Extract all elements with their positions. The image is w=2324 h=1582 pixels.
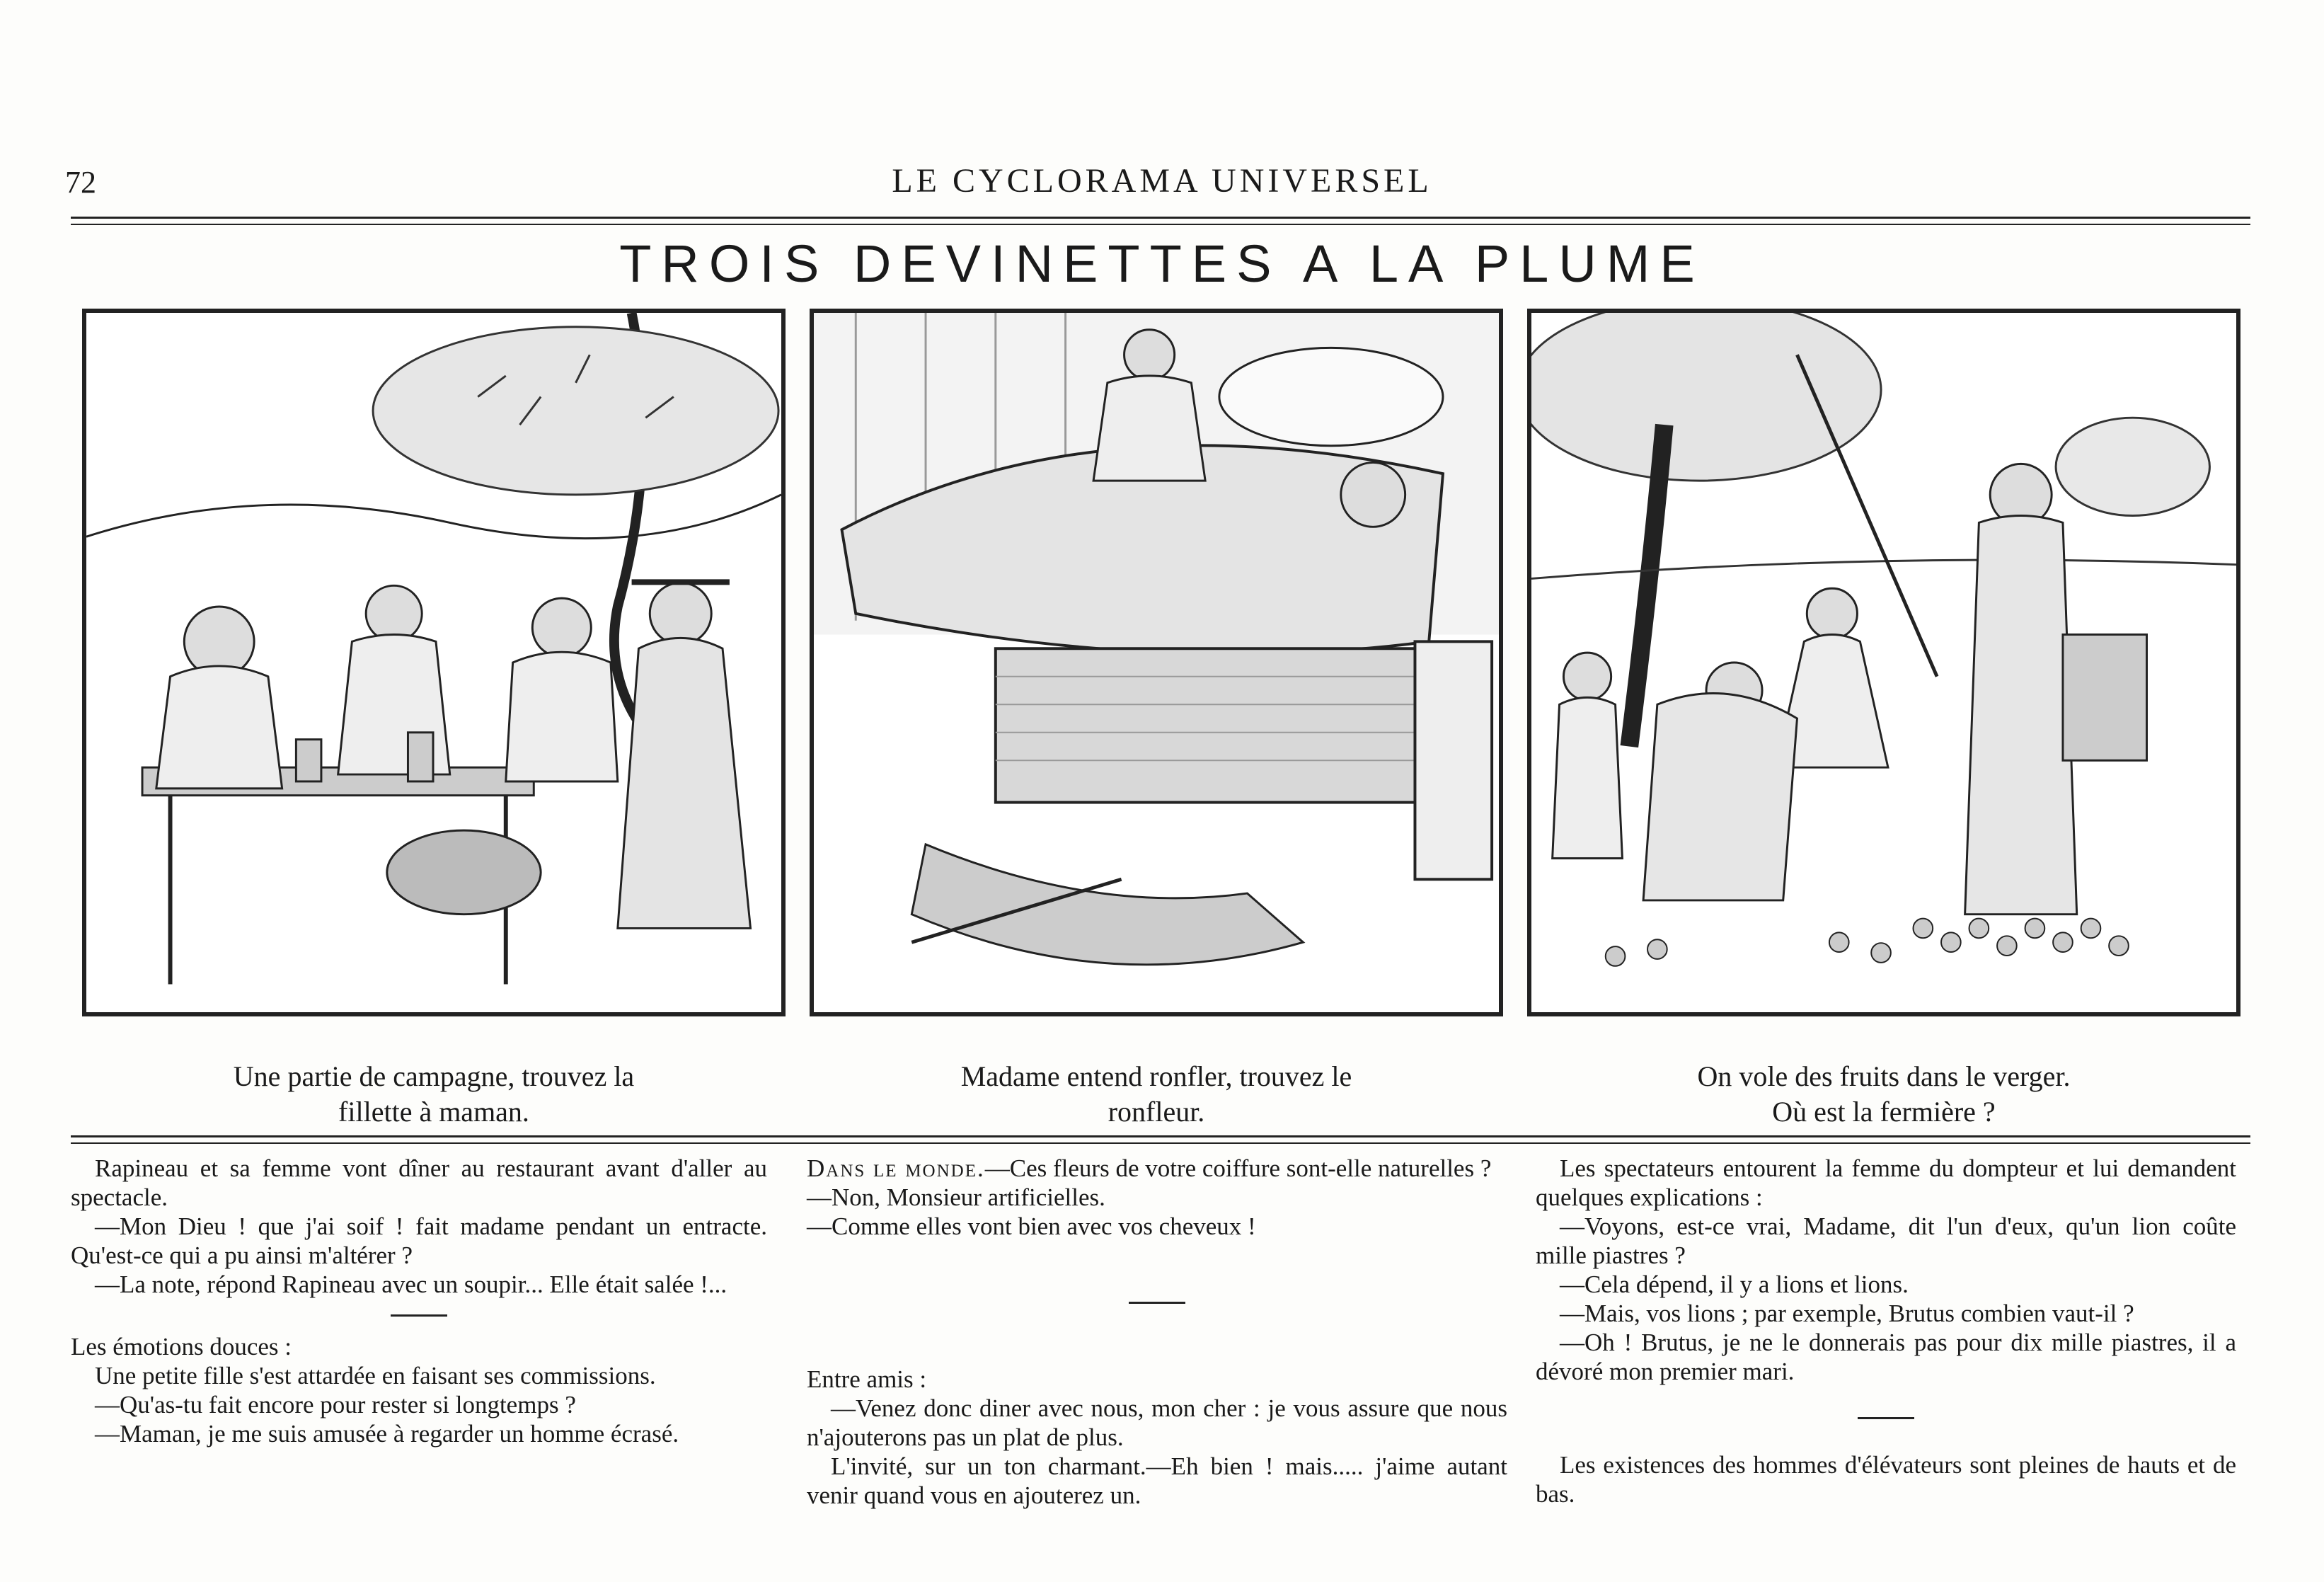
caption-picnic [82,1059,786,1130]
caption-bedroom-line2: ronfleur. [1108,1096,1205,1128]
joke-4-title: Entre amis : [807,1365,927,1393]
text-column-3 [1536,1154,2236,1508]
header-rule-thin [71,224,2250,225]
joke-2-paragraph-2: —Qu'as-tu fait encore pour rester si longtemps ? [95,1391,576,1418]
caption-bedroom [810,1059,1503,1130]
caption-picnic-line2: fillette à maman. [338,1096,529,1128]
joke-5-paragraph-1: Les spectateurs entourent la femme du dompteur et lui demandent quelques explications : [1536,1154,2236,1211]
joke-5-paragraph-2: —Voyons, est-ce vrai, Madame, dit l'un d'eux, qu'un lion coûte mille piastres ? [1536,1213,2236,1269]
caption-orchard [1527,1059,2240,1130]
joke-2-paragraph-1: Une petite fille s'est attardée en faisant ses commissions. [95,1362,656,1389]
running-title: LE CYCLORAMA UNIVERSEL [892,162,1432,200]
text-column-1 [71,1154,767,1448]
section-divider [1858,1417,1914,1419]
header-rule [71,217,2250,219]
body-rule [71,1135,2250,1137]
caption-orchard-line2: Où est la fermière ? [1772,1096,1996,1128]
caption-orchard-line1: On vole des fruits dans le verger. [1697,1060,2071,1092]
section-divider [1129,1302,1185,1304]
joke-3-paragraph-2: —Non, Monsieur artificielles. [807,1183,1105,1211]
joke-3-lead: Dans le monde. [807,1154,985,1182]
main-title: TROIS DEVINETTES A LA PLUME [619,234,1705,293]
joke-1-paragraph-1: Rapineau et sa femme vont dîner au restaurant avant d'aller au spectacle. [71,1154,767,1211]
joke-4-paragraph-2: L'invité, sur un ton charmant.—Eh bien ! mais..... j'aime autant venir quand vous en ajouterez un. [807,1452,1507,1509]
caption-picnic-line1: Une partie de campagne, trouvez la [233,1060,635,1092]
joke-5-paragraph-5: —Oh ! Brutus, je ne le donnerais pas pour dix mille piastres, il a dévoré mon premier mari. [1536,1329,2236,1385]
joke-2-paragraph-3: —Maman, je me suis amusée à regarder un homme écrasé. [95,1420,679,1448]
joke-4-paragraph-1: —Venez donc diner avec nous, mon cher : je vous assure que nous n'ajouterons pas un plat de plus. [807,1394,1507,1451]
joke-6-paragraph: Les existences des hommes d'élévateurs sont pleines de hauts et de bas. [1536,1451,2236,1508]
illustration-orchard [1527,309,2240,1016]
caption-bedroom-line1: Madame entend ronfler, trouvez le [960,1060,1352,1092]
joke-3-paragraph-1 [807,1154,1507,1183]
illustration-bedroom [810,309,1503,1016]
body-rule-thin [71,1142,2250,1144]
joke-3-first-line: —Ces fleurs de votre coiffure sont-elle naturelles ? [984,1154,1492,1182]
joke-5-paragraph-3: —Cela dépend, il y a lions et lions. [1560,1271,1909,1298]
joke-3-paragraph-3: —Comme elles vont bien avec vos cheveux ! [807,1213,1256,1240]
page-number: 72 [65,165,96,200]
illustration-picnic [82,309,786,1016]
joke-2-title: Les émotions douces : [71,1333,292,1360]
text-column-2 [807,1154,1507,1510]
joke-1-paragraph-3: —La note, répond Rapineau avec un soupir... Elle était salée !... [95,1271,727,1298]
joke-5-paragraph-4: —Mais, vos lions ; par exemple, Brutus combien vaut-il ? [1560,1300,2134,1327]
joke-1-paragraph-2: —Mon Dieu ! que j'ai soif ! fait madame pendant un entracte. Qu'est-ce qui a pu ainsi m'altérer ? [71,1213,767,1269]
section-divider [391,1314,447,1317]
